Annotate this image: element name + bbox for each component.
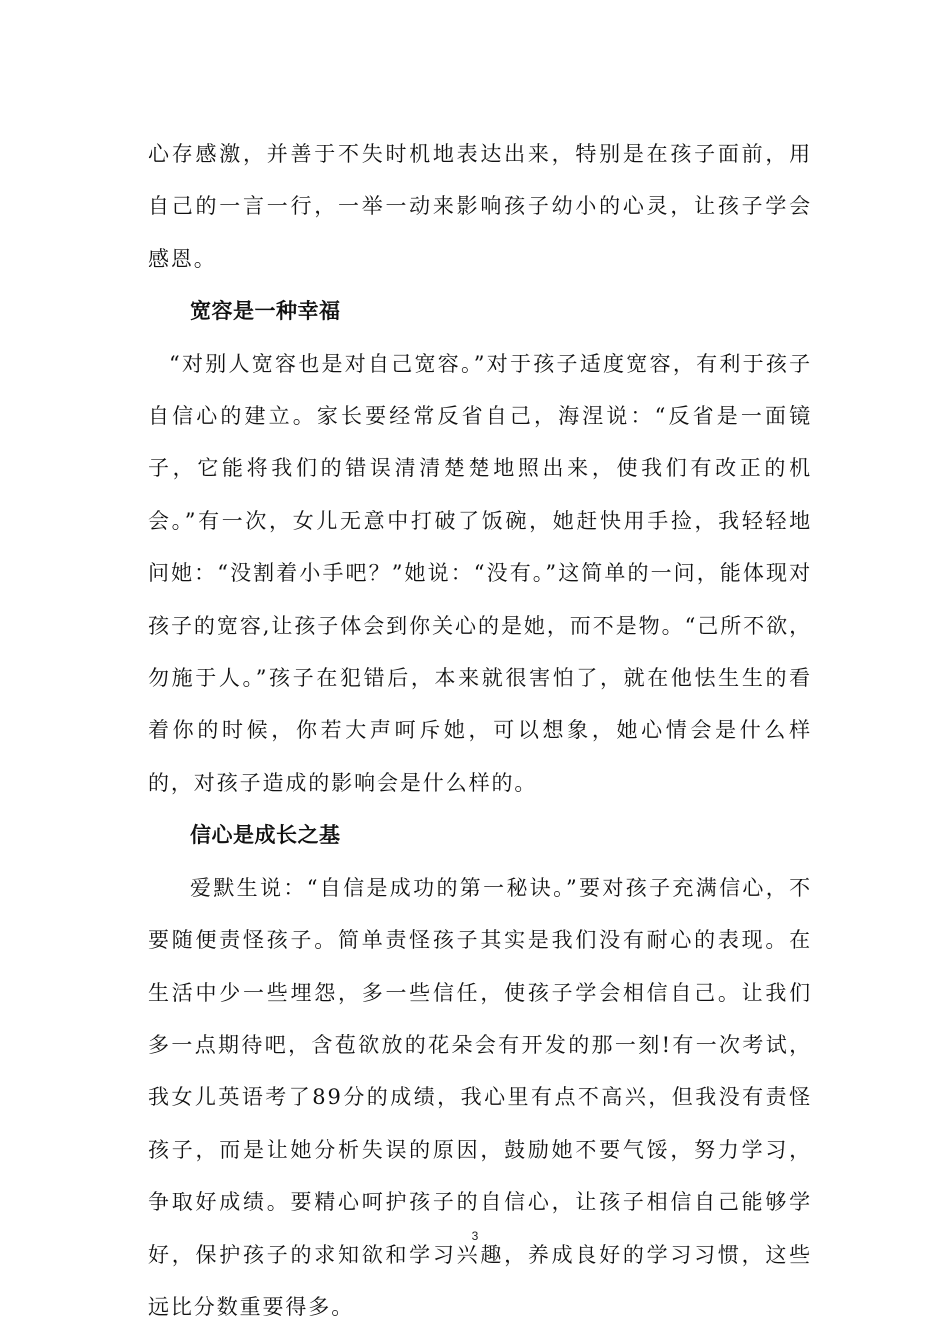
document-body	[148, 128, 812, 1333]
section-heading-confidence: 信心是成长之基	[190, 823, 341, 848]
paragraph-confidence: 爱默生说：“自信是成功的第一秘诀。”要对孩子充满信心，不要随便责怪孩子。简单责怪孩子其实是我们没有耐心的表现。在生活中少一些埋怨，多一些信任，使孩子学会相信自己。让我们多一点期待吧，含苞欲放的花朵会有开发的那一刻!有一次考试，我女儿英语考了89分的成绩，我心里有点不高兴，但我没有责怪孩子，而是让她分析失误的原因，鼓励她不要气馁，努力学习，争取好成绩。要精心呵护孩子的自信心，让孩子相信自己能够学好，保护孩子的求知欲和学习兴趣，养成良好的学习习惯，这些远比分数重要得多。	[148, 875, 812, 1319]
paragraph-gratitude-continuation: 心存感激，并善于不失时机地表达出来，特别是在孩子面前，用自己的一言一行，一举一动来影响孩子幼小的心灵，让孩子学会感恩。	[148, 142, 812, 271]
section-heading-tolerance: 宽容是一种幸福	[190, 299, 341, 324]
paragraph-tolerance: “对别人宽容也是对自己宽容。”对于孩子适度宽容，有利于孩子自信心的建立。家长要经常反省自己，海涅说：“反省是一面镜子，它能将我们的错误清清楚楚地照出来，使我们有改正的机会。”有一次，女儿无意中打破了饭碗，她赶快用手捡，我轻轻地问她：“没割着小手吧？”她说：“没有。”这简单的一问，能体现对孩子的宽容,让孩子体会到你关心的是她，而不是物。“己所不欲，勿施于人。”孩子在犯错后，本来就很害怕了，就在他怯生生的看着你的时候，你若大声呵斥她，可以想象，她心情会是什么样的，对孩子造成的影响会是什么样的。	[148, 351, 812, 795]
page-number: 3	[471, 1229, 479, 1243]
